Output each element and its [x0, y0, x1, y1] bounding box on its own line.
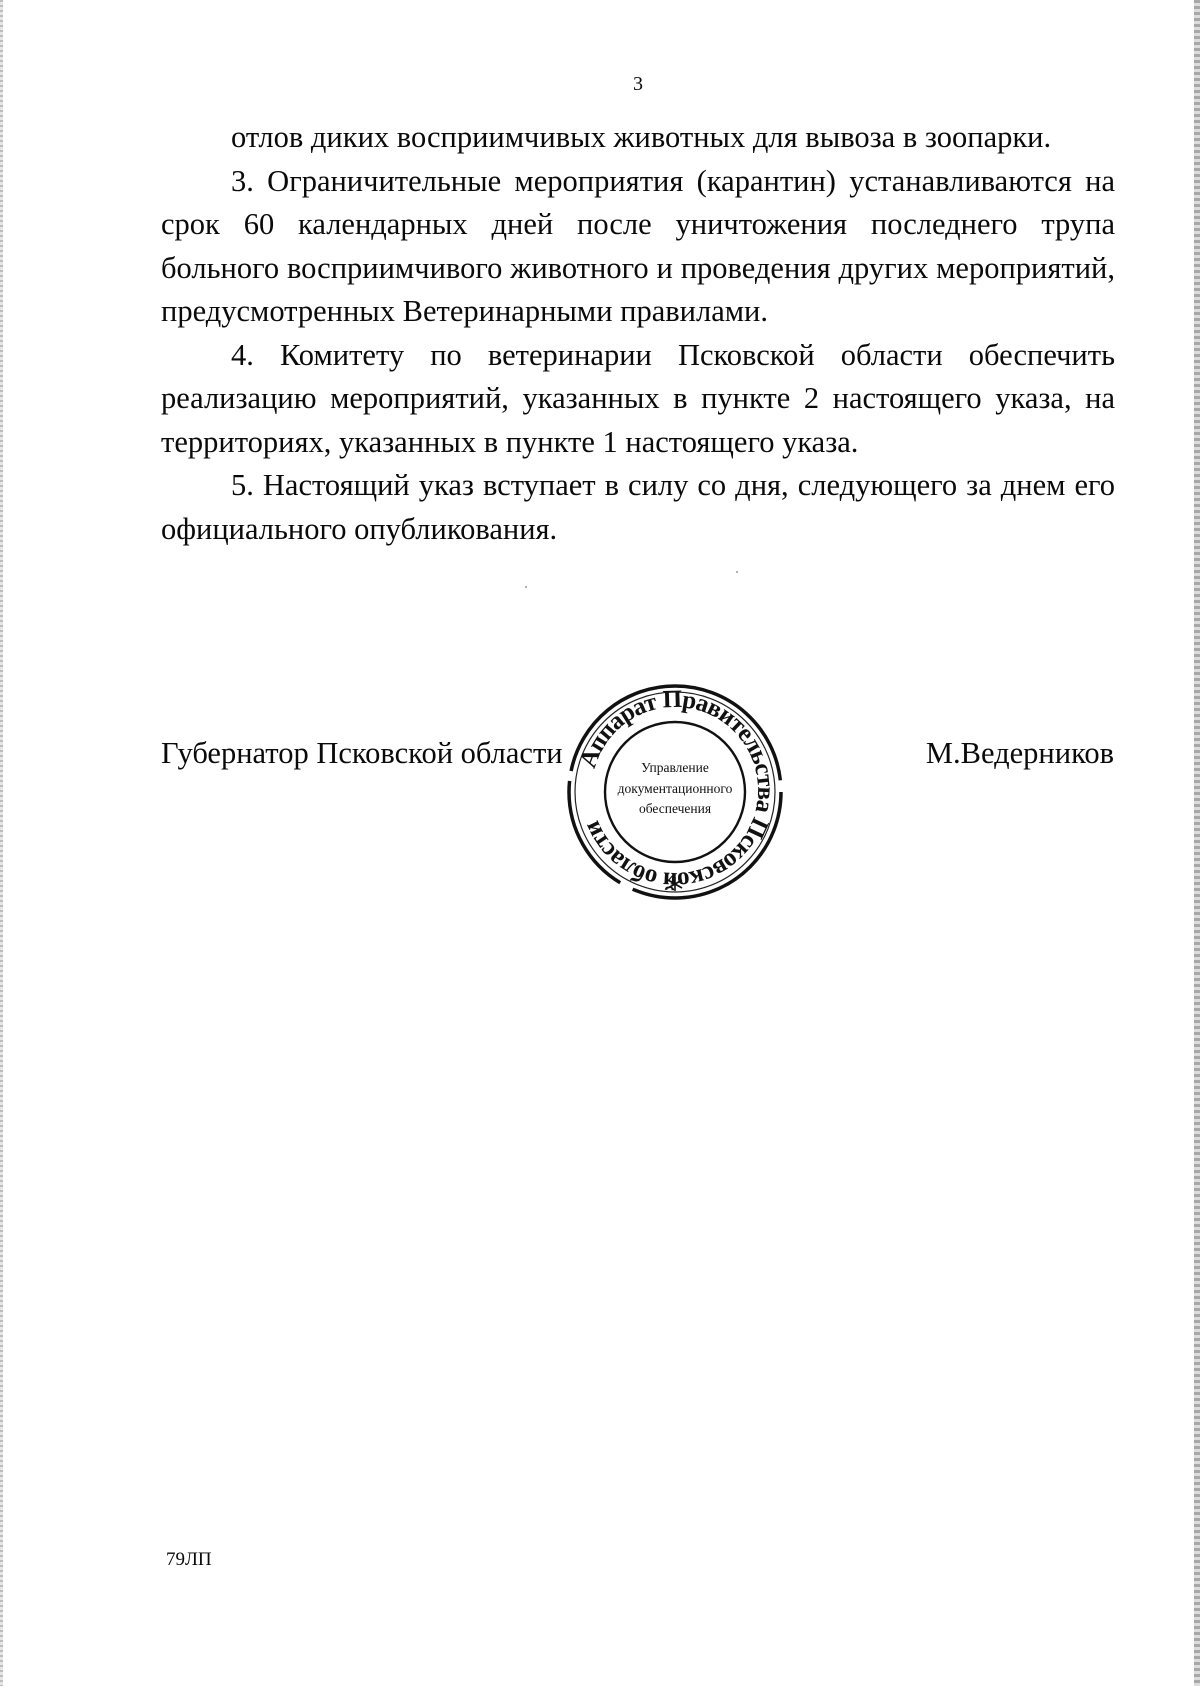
scan-edge-right: [1194, 0, 1200, 1686]
scan-speck: [525, 586, 527, 588]
seal-inner-line-1: Управление: [641, 760, 709, 775]
document-body: [161, 116, 1115, 551]
scan-edge-left: [0, 0, 3, 1686]
paragraph-continuation: отлов диких восприимчивых животных для вывоза в зоопарки.: [231, 120, 1052, 154]
paragraph-item-5: 5. Настоящий указ вступает в силу со дня, следующего за днем его официального опубликования.: [161, 468, 1115, 546]
paragraph-item-4: 4. Комитету по ветеринарии Псковской области обеспечить реализацию мероприятий, указанных в пункте 2 настоящего указа, на территориях, указанных в пункте 1 настоящего указа.: [161, 337, 1115, 459]
official-seal-stamp: [565, 680, 785, 900]
signatory-name: М.Ведерников: [925, 736, 1114, 770]
seal-inner-line-3: обеспечения: [638, 801, 712, 816]
page-number: 3: [633, 73, 643, 95]
seal-inner-line-2: документационного: [617, 781, 733, 796]
scan-speck: [736, 571, 738, 573]
seal-outer-text: Аппарат Правительства Псковской области: [574, 685, 780, 895]
paragraph-item-3: 3. Ограничительные мероприятия (карантин) устанавливаются на срок 60 календарных дней после уничтожения последнего трупа больного восприимчивого животного и проведения других мероприятий, предусмотренных Ветеринарными правилами.: [161, 163, 1115, 328]
signatory-title: Губернатор Псковской области: [161, 736, 563, 770]
document-code: 79ЛП: [166, 1549, 212, 1570]
